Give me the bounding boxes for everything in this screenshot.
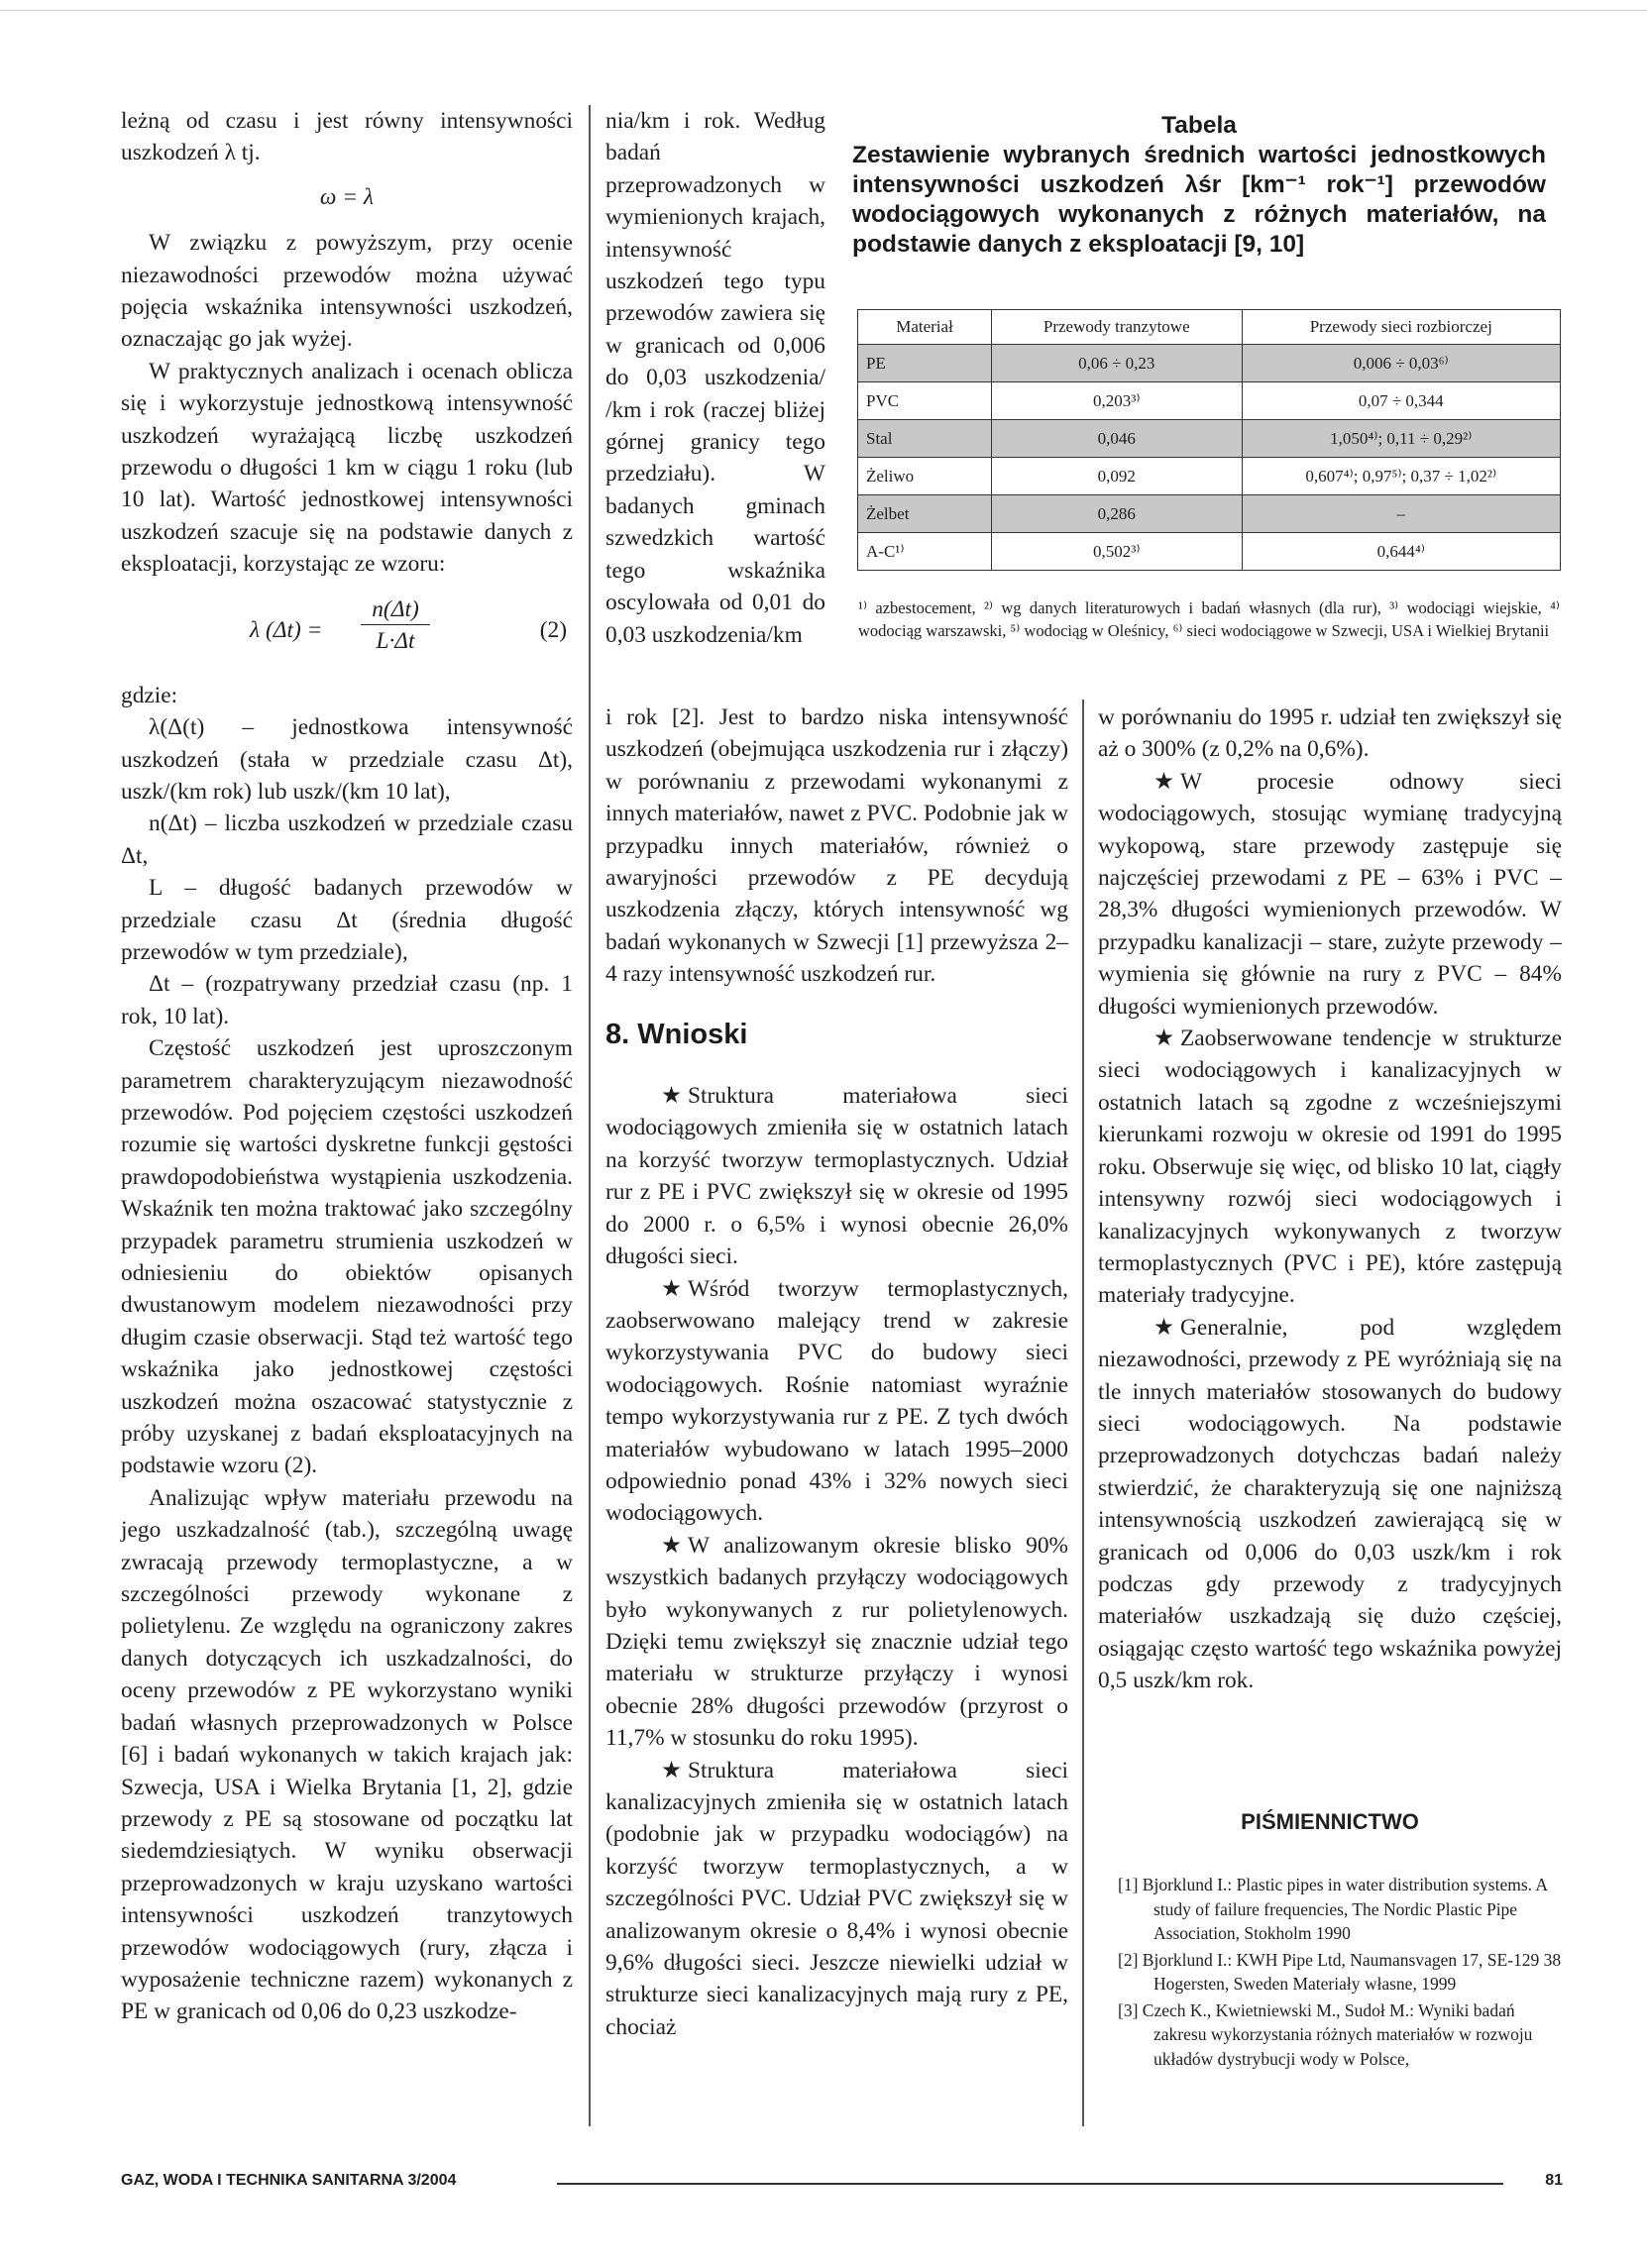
table-cell: A-C¹⁾: [858, 533, 992, 571]
paragraph: W praktycznych analizach i ocenach oblicza się i wykorzystuje jednostkową intensywność uszkodzeń wyrażającą liczbę uszkodzeń przewodu o długości 1 km w ciągu 1 roku (lub 10 lat). Wartość jednostkowej intensywności uszkodzeń szacuje się na podstawie danych z eksploatacji, korzystając ze wzoru:: [121, 358, 573, 578]
column-1: [121, 105, 573, 2028]
star-bullet-icon: ★: [1153, 1314, 1174, 1341]
equation-numerator: n(Δt): [361, 594, 430, 625]
equation-lhs: λ (Δt) =: [250, 616, 323, 643]
table-cell: Żeliwo: [858, 458, 992, 495]
reference-item: [2] Bjorklund I.: KWH Pipe Ltd, Naumansvagen 17, SE-129 38 Hogersten, Sweden Materiały własne, 1999: [1118, 1949, 1562, 1994]
formula-omega: ω = λ: [319, 183, 375, 210]
bullet-text: Struktura materiałowa sieci wodociągowych zmieniła się w ostatnich latach na korzyść tworzyw termoplastycznych. Udział rur z PE i PVC zwiększył się w okresie od 1995 do 2000 r. o 6,5% i wynosi obecnie 26,0% długości sieci.: [605, 1083, 1068, 1270]
table-cell: 0,06 ÷ 0,23: [992, 345, 1243, 382]
bullet-paragraph: [1098, 1023, 1562, 1312]
table-header-cell: Przewody sieci rozbiorczej: [1242, 310, 1560, 345]
paragraph: W związku z powyższym, przy ocenie niezawodności przewodów można używać pojęcia wskaźnika intensywności uszkodzeń, oznaczając go jak wyżej.: [121, 230, 573, 353]
table-cell: 0,07 ÷ 0,344: [1242, 382, 1560, 420]
reference-item: [3] Czech K., Kwietniewski M., Sudoł M.: Wyniki badań zakresu wykorzystania różnych materiałów w rozwoju układów dystrybucji wody w Polsce,: [1118, 1999, 1533, 2069]
definition-item: L – długość badanych przewodów w przedziale czasu Δt (średnia długość przewodów w tym przedziale),: [121, 875, 573, 965]
star-bullet-icon: ★: [661, 1532, 682, 1559]
table-cell: 0,046: [992, 420, 1243, 458]
paragraph: Częstość uszkodzeń jest uproszczonym parametrem charakteryzującym niezawodność przewodów. Pod pojęciem częstości uszkodzeń rozumie się wartości dyskretne funkcji gęstości prawdopodobieństwa wystąpienia uszkodzenia. Wskaźnik ten można traktować jako szczególny przypadek parametru strumienia uszkodzeń w odniesieniu do obiektów opisanych dwustanowym modelem niezawodności przy długim czasie obserwacji. Stąd też wartość tego wskaźnika jako jednostkowej częstości uszkodzeń można oszacować statystycznie z próby uzyskanej z badań eksploatacyjnych na podstawie wzoru (2).: [121, 1035, 573, 1479]
page-footer: [121, 2168, 1563, 2198]
bullet-text: Zaobserwowane tendencje w strukturze sieci wodociągowych i kanalizacyjnych w ostatnich latach są zgodne z wcześniejszymi kierunkami rozwoju w okresie od 1991 do 1995 roku. Obserwuje się więc, od blisko 10 lat, ciągły intensywny rozwój sieci wodociągowych i kanalizacyjnych wykonywanych z tworzyw termoplastycznych (PVC i PE), które zastępują materiały tradycyjne.: [1098, 1026, 1562, 1309]
table-cell: 0,286: [992, 495, 1243, 533]
star-bullet-icon: ★: [1153, 768, 1174, 795]
section-heading: 8. Wnioski: [605, 1018, 748, 1050]
table-cell: 0,502³⁾: [992, 533, 1243, 571]
definition-item: λ(Δ(t) – jednostkowa intensywność uszkodzeń (stała w przedziale czasu Δt), uszk/(km rok) lub uszk/(km 10 lat),: [121, 714, 573, 805]
bullet-text: Struktura materiałowa sieci kanalizacyjnych zmieniła się w ostatnich latach (podobnie jak w przypadku wodociągów) na korzyść tworzyw termoplastycznych, a w szczególności PVC. Udział PVC zwiększył się w analizowanym okresie o 8,4% i wynosi obecnie 9,6% długości sieci. Jeszcze niewielki udział w strukturze sieci kanalizacyjnych mają rury z PE, chociaż: [605, 1757, 1068, 2040]
bullet-text: W analizowanym okresie blisko 90% wszystkich badanych przyłączy wodociągowych było wykonywanych z rur polietylenowych. Dzięki temu zwiększył się znacznie udział tego materiału w strukturze przyłączy i wynosi obecnie 28% długości przewodów (przyrost o 11,7% w stosunku do roku 1995).: [605, 1532, 1068, 1752]
page-number: 81: [1545, 2172, 1563, 2189]
table-cell: 0,607⁴⁾; 0,97⁵⁾; 0,37 ÷ 1,02²⁾: [1242, 458, 1560, 495]
table-row: [858, 495, 1561, 533]
column-divider: [1082, 700, 1084, 2126]
paragraph: nia/km i rok. Według badań przeprowadzonych w wymienionych krajach, intensywność uszkodzeń tego typu przewodów zawiera się w granicach od 0,006 do 0,03 uszkodzenia/ /km i rok (raczej bliżej górnej granicy tego przedziału). W badanych gminach szwedzkich wartość tego wskaźnika oscylowała od 0,01 do 0,03 uszkodzenia/km: [605, 108, 825, 648]
column-2: [605, 702, 1068, 2043]
table-row: [858, 420, 1561, 458]
table-cell: 0,006 ÷ 0,03⁶⁾: [1242, 345, 1560, 382]
table-row: [858, 345, 1561, 382]
table-cell: –: [1242, 495, 1560, 533]
paragraph: leżną od czasu i jest równy intensywności uszkodzeń λ tj.: [121, 108, 573, 166]
bullet-paragraph: [1098, 1312, 1562, 1697]
equation-fraction: [361, 594, 430, 657]
table-cell: PE: [858, 345, 992, 382]
references-heading: PIŚMIENNICTWO: [1241, 1809, 1419, 1834]
table-cell: 1,050⁴⁾; 0,11 ÷ 0,29²⁾: [1242, 420, 1560, 458]
bullet-paragraph: [1098, 766, 1562, 1023]
table-caption: [852, 111, 1546, 260]
table-label: Tabela: [1161, 112, 1237, 139]
table-row: [858, 458, 1561, 495]
table-row: [858, 533, 1561, 571]
table-header-cell: Materiał: [858, 310, 992, 345]
bullet-paragraph: [605, 1530, 1068, 1755]
footer-rule: [557, 2183, 1503, 2185]
references-list: [1118, 1873, 1564, 2073]
bullet-paragraph: [605, 1273, 1068, 1530]
star-bullet-icon: ★: [661, 1275, 682, 1302]
reference-item: [1] Bjorklund I.: Plastic pipes in water distribution systems. A study of failure frequencies, The Nordic Plastic Pipe Association, Stokholm 1990: [1118, 1875, 1548, 1943]
equation-2: [121, 593, 573, 670]
bullet-text: W procesie odnowy sieci wodociągowych, stosując wymianę tradycyjną wykopową, stare przewody zastępuje się najczęściej przewodami z PE – 63% i PVC – 28,3% długości wymienionych przewodów. W przypadku kanalizacji – stare, zużyte przewody – wymienia się głównie na rury z PVC – 84% długości wymienionych przewodów.: [1098, 768, 1562, 1020]
star-bullet-icon: ★: [661, 1083, 682, 1110]
equation-denominator: L·Δt: [376, 627, 415, 654]
table-header-row: [858, 310, 1561, 345]
top-rule: [0, 10, 1647, 11]
journal-name: GAZ, WODA I TECHNIKA SANITARNA 3/2004: [121, 2172, 457, 2189]
table-title: Zestawienie wybranych średnich wartości jednostkowych intensywności uszkodzeń λśr [km⁻¹ rok⁻¹] przewodów wodociągowych wykonanych z różnych materiałów, na podstawie danych z eksploatacji [9, 10]: [852, 142, 1546, 258]
definition-list: [121, 680, 573, 1032]
bullet-paragraph: [605, 1080, 1068, 1272]
star-bullet-icon: ★: [1153, 1026, 1174, 1052]
equation-number: (2): [539, 616, 567, 643]
table-cell: Żelbet: [858, 495, 992, 533]
table-row: [858, 382, 1561, 420]
table-cell: Stal: [858, 420, 992, 458]
where-label: gdzie:: [121, 682, 178, 708]
column-2-top: [605, 105, 825, 651]
table-cell: 0,203³⁾: [992, 382, 1243, 420]
definition-item: Δt – (rozpatrywany przedział czasu (np. 1 rok, 10 lat).: [121, 971, 573, 1029]
paragraph: w porównaniu do 1995 r. udział ten zwiększył się aż o 300% (z 0,2% na 0,6%).: [1098, 704, 1562, 763]
data-table: [857, 309, 1561, 571]
table-footnote: ¹⁾ azbestocement, ²⁾ wg danych literaturowych i badań własnych (dla rur), ³⁾ wodociągi wiejskie, ⁴⁾ wodociąg warszawski, ⁵⁾ wodociąg w Oleśnicy, ⁶⁾ sieci wodociągowe w Szwecji, USA i Wielkiej Brytanii: [858, 598, 1560, 640]
bullet-paragraph: [605, 1755, 1068, 2044]
star-bullet-icon: ★: [661, 1757, 682, 1783]
table-cell: PVC: [858, 382, 992, 420]
bullet-text: Wśród tworzyw termoplastycznych, zaobserwowano malejący trend w zakresie wykorzystywania PVC do budowy sieci wodociągowych. Rośnie natomiast wyraźnie tempo wykorzystywania rur z PE. Z tych dwóch materiałów wybudowano w latach 1995–2000 odpowiednio ponad 43% i 32% nowych sieci wodociągowych.: [605, 1275, 1068, 1527]
bullet-text: Generalnie, pod względem niezawodności, przewody z PE wyróżniają się na tle innych materiałów stosowanych do budowy sieci wodociągowych. Na podstawie przeprowadzonych dotychczas badań należy stwierdzić, że charakteryzują się one najniższą intensywnością uszkodzeń zawierającą się w granicach od 0,006 do 0,03 uszk/km i rok podczas gdy przewody z tradycyjnych materiałów uszkadzają się dużo częściej, osiągając często wartość tego wskaźnika powyżej 0,5 uszk/km rok.: [1098, 1314, 1562, 1694]
table-cell: 0,644⁴⁾: [1242, 533, 1560, 571]
column-divider: [589, 105, 591, 2126]
paragraph: Analizując wpływ materiału przewodu na jego uszkadzalność (tab.), szczególną uwagę zwracają przewody termoplastyczne, a w szczególności przewody wykonane z polietylenu. Ze względu na ograniczony zakres danych dotyczących ich uszkadzalności, do oceny przewodów z PE wykorzystano wyniki badań własnych przeprowadzonych w Polsce [6] i badań wykonanych w takich krajach jak: Szwecja, USA i Wielka Brytania [1, 2], gdzie przewody z PE są stosowane od początku lat siedemdziesiątych. W wyniku obserwacji przeprowadzonych w kraju uzyskano wartości intensywności uszkodzeń tranzytowych przewodów wodociągowych (rury, złącza i wyposażenie techniczne razem) wykonanych z PE w granicach od 0,06 do 0,23 uszkodze-: [121, 1484, 573, 2025]
paragraph: i rok [2]. Jest to bardzo niska intensywność uszkodzeń (obejmująca uszkodzenia rur i złączy) w porównaniu z przewodami wykonanymi z innych materiałów, nawet z PVC. Podobnie jak w przypadku innych materiałów, również o awaryjności przewodów z PE decydują uszkodzenia złączy, których intensywność wg badań wykonanych w Szwecji [1] przewyższa 2–4 razy intensywność uszkodzeń rur.: [605, 704, 1068, 988]
column-3: [1098, 702, 1562, 1697]
table-cell: 0,092: [992, 458, 1243, 495]
table-header-cell: Przewody tranzytowe: [992, 310, 1243, 345]
definition-item: n(Δt) – liczba uszkodzeń w przedziale czasu Δt,: [121, 810, 573, 869]
